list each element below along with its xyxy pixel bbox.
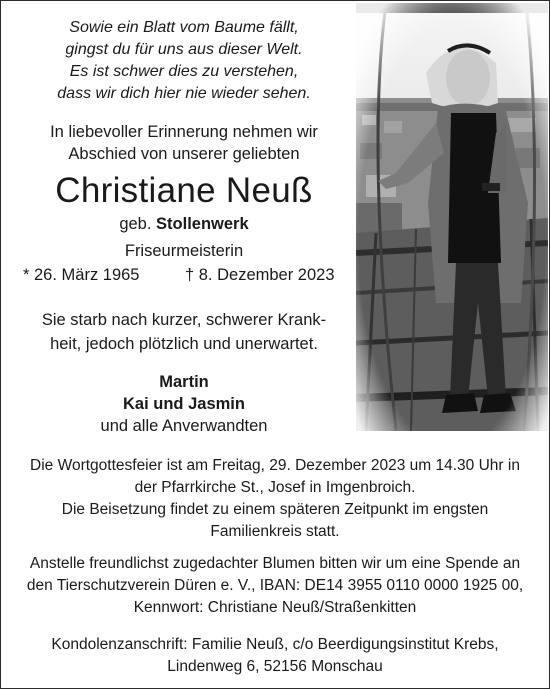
service-line: der Pfarrkirche St., Josef in Imgenbroich.	[134, 479, 416, 496]
intro-line: In liebevoller Erinnerung nehmen wir	[50, 123, 318, 141]
illness-line: Sie starb nach kurzer, schwerer Krank-	[41, 311, 327, 329]
profession: Friseurmeisterin	[124, 242, 244, 260]
mourner-name: Kai und Jasmin	[123, 395, 245, 413]
death-date: † 8. Dezember 2023	[185, 266, 335, 284]
donation-line: den Tierschutzverein Düren e. V., IBAN: DE14 3955 0110 0000 1925 00,	[26, 577, 524, 594]
poem-line: Es ist schwer dies zu verstehen,	[69, 63, 299, 80]
mourner-relatives: und alle Anverwandten	[100, 417, 268, 435]
illness-text	[15, 308, 353, 356]
maiden-name-line	[15, 213, 353, 235]
poem	[19, 17, 349, 105]
service-info	[9, 455, 541, 543]
condolence-address	[9, 634, 541, 678]
intro-line: Abschied von unserer geliebten	[68, 145, 300, 163]
service-line: Die Wortgottesfeier ist am Freitag, 29. Dezember 2023 um 14.30 Uhr in	[30, 457, 520, 474]
illness-line: heit, jedoch plötzlich und unerwartet.	[50, 335, 318, 353]
service-line: Die Beisetzung findet zu einem späteren Zeitpunkt im engsten	[61, 501, 489, 518]
poem-line: dass wir dich hier nie wieder sehen.	[57, 85, 311, 102]
maiden-prefix: geb.	[119, 215, 152, 233]
donation-line: Anstelle freundlichst zugedachter Blumen bitten wir um eine Spende an	[29, 555, 521, 572]
donation-info	[9, 553, 541, 619]
poem-line: gingst du für uns aus dieser Welt.	[65, 41, 303, 58]
birth-date: * 26. März 1965	[23, 266, 140, 284]
deceased-name: Christiane Neuß	[55, 171, 313, 210]
donation-line: Kennwort: Christiane Neuß/Straßenkitten	[133, 599, 417, 616]
portrait-photo	[356, 3, 548, 431]
condolence-line: Kondolenzanschrift: Familie Neuß, c/o Beerdigungsinstitut Krebs,	[51, 636, 499, 653]
service-line: Familienkreis statt.	[210, 523, 340, 540]
condolence-line: Lindenweg 6, 52156 Monschau	[167, 658, 383, 675]
intro-text	[15, 121, 353, 165]
mourners	[15, 371, 353, 437]
poem-line: Sowie ein Blatt vom Baume fällt,	[69, 19, 299, 36]
mourner-name: Martin	[159, 373, 209, 391]
maiden-name: Stollenwerk	[156, 215, 249, 233]
